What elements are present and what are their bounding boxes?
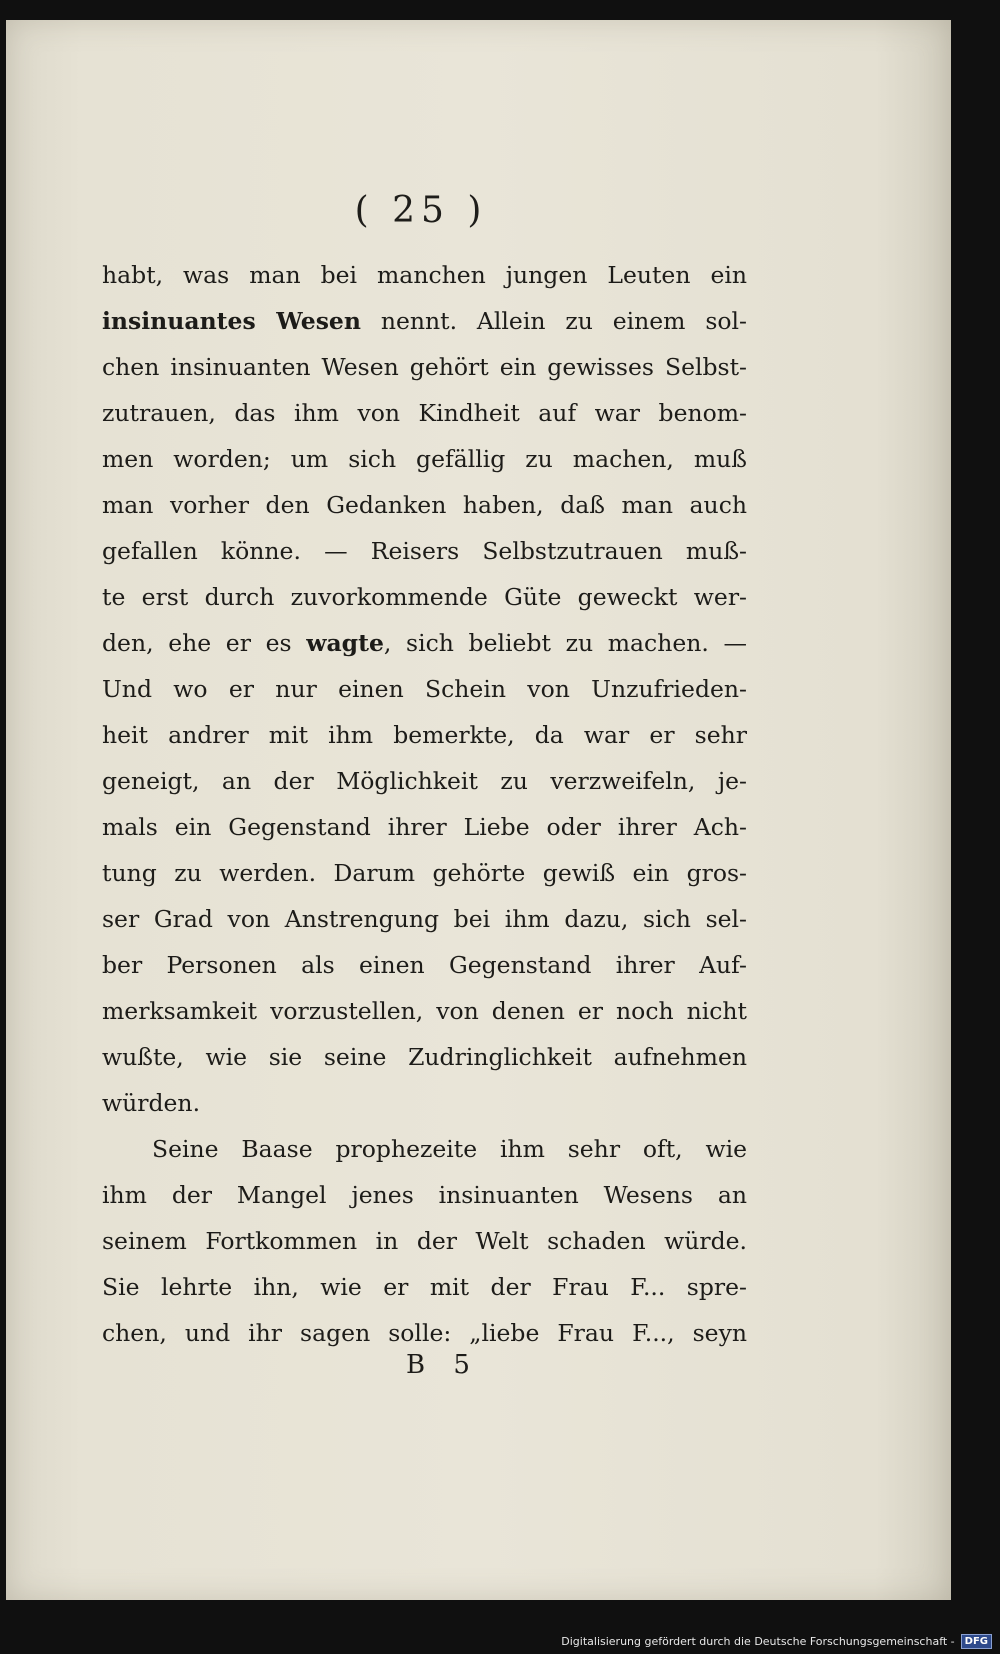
text-line: geneigt, an der Möglichkeit zu verzweifeln, je- — [102, 767, 747, 795]
text-line: man vorher den Gedanken haben, daß man auch — [102, 491, 747, 519]
footer-credit: Digitalisierung gefördert durch die Deutsche Forschungsgemeinschaft - — [561, 1634, 955, 1648]
book-page — [6, 20, 951, 1600]
text-segment: , sich beliebt zu machen. — — [383, 629, 747, 657]
text-line: wußte, wie sie seine Zudringlichkeit aufnehmen — [102, 1043, 747, 1071]
text-line: ber Personen als einen Gegenstand ihrer Auf- — [102, 951, 747, 979]
text-line: gefallen könne. — Reisers Selbstzutrauen muß- — [102, 537, 747, 565]
text-line: tung zu werden. Darum gehörte gewiß ein gros- — [102, 859, 747, 887]
page-number: ( 25 ) — [354, 190, 488, 231]
text-line: Seine Baase prophezeite ihm sehr oft, wie — [152, 1135, 747, 1163]
dfg-logo: DFG — [961, 1634, 992, 1649]
body-text — [102, 252, 747, 1356]
text-line: habt, was man bei manchen jungen Leuten ein — [102, 261, 747, 289]
text-line: chen insinuanten Wesen gehört ein gewisses Selbst- — [102, 353, 747, 381]
text-line: ihm der Mangel jenes insinuanten Wesens an — [102, 1181, 747, 1209]
text-line: zutrauen, das ihm von Kindheit auf war benom- — [102, 399, 747, 427]
text-line: merksamkeit vorzustellen, von denen er noch nicht — [102, 997, 747, 1025]
text-line: ser Grad von Anstrengung bei ihm dazu, sich sel- — [102, 905, 747, 933]
text-line: te erst durch zuvorkommende Güte geweckt wer- — [102, 583, 747, 611]
digitization-footer — [561, 1632, 992, 1650]
text-line: seinem Fortkommen in der Welt schaden würde. — [102, 1227, 747, 1255]
text-line: Und wo er nur einen Schein von Unzufrieden- — [102, 675, 747, 703]
text-line: mals ein Gegenstand ihrer Liebe oder ihrer Ach- — [102, 813, 747, 841]
emphasized-text: wagte — [306, 629, 384, 657]
text-line: chen, und ihr sagen solle: „liebe Frau F..., seyn — [102, 1319, 747, 1347]
printer-signature: B 5 — [406, 1350, 480, 1380]
text-segment: den, ehe er es — [102, 629, 307, 657]
text-line — [102, 298, 747, 344]
text-line — [102, 620, 747, 666]
text-line: Sie lehrte ihn, wie er mit der Frau F... spre- — [102, 1273, 747, 1301]
text-line: würden. — [102, 1089, 201, 1117]
text-line: men worden; um sich gefällig zu machen, muß — [102, 445, 747, 473]
text-segment: nennt. Allein zu einem sol- — [360, 307, 747, 335]
emphasized-text: insinuantes Wesen — [102, 307, 361, 335]
text-line: heit andrer mit ihm bemerkte, da war er sehr — [102, 721, 747, 749]
